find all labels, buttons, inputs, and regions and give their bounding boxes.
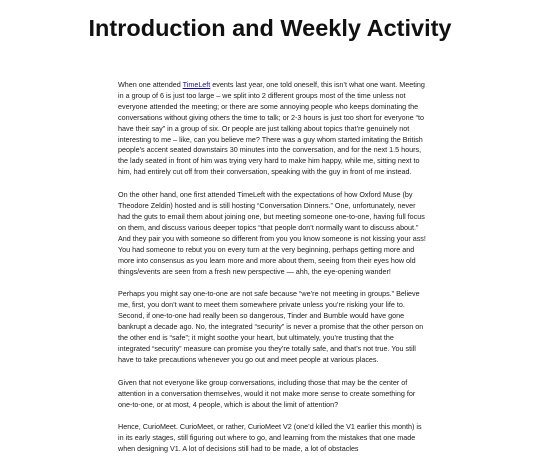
paragraph-5: Hence, CurioMeet. CurioMeet, or rather, CurioMeet V2 (one’d killed the V1 earlier this month) is in its early stages, still figuring out where to go, and learning from the mistakes that one made when designing V1. A lot of decisions still had to be made, a lot of obstacles [118,422,422,454]
timeleft-link[interactable]: TimeLeft [182,80,211,89]
article-title: Introduction and Weekly Activity [88,15,452,41]
paragraph-1-intro: When one attended [118,80,183,89]
paragraph-1 [118,80,426,178]
paragraph-4: Given that not everyone like group conversations, including those that may be the center of attention in a conversation themselves, would it not make more sense to create something for one-to-one, or at most, 4 people, which is about the limit of attention? [118,377,416,409]
article-body [118,80,426,467]
paragraph-3: Perhaps you might say one-to-one are not safe because “we’re not meeting in groups.” Believe me, first, you don’t want to meet them somewhere private unless you’re risking your life to. Second, if one-to-one had really been so dangerous, Tinder and Bumble would have gone bankrupt a decade ago. No, the integrated “security” is never a promise that the other person on the other end is “safe”; it might soothe your heart, but ultimately, you’re trusting that the integrated “security” measure can promise you they’re totally safe, and that’s not true. You still have to take precautions whenever you go out and meet people at various places. [118,289,424,364]
paragraph-1-text: events last year, one told oneself, this isn’t what one want. Meeting in a group of 6 is just too large – we split into 2 different groups most of the time unless not everyone attended the meeting; or there are some annoying people who keeps dominating the conversations without giving others the time to talk; or 2-3 hours is just too short for everyone “to have their say” in a group of six. Or people are just talking about topics that’re genuinely not interesting to me – like, can you believe me? There was a guy whom started imitating the British people’s accent seated downstairs 30 minutes into the conversation, and for the next 1.5 hours, the lady seated in front of him was trying very hard to make him happy, while me, sitting next to him, had entirely cut off from their conversation, speaking with the guy in front of me instead. [118,80,425,177]
paragraph-2: On the other hand, one first attended TimeLeft with the expectations of how Oxford Muse (by Theodore Zeldin) hosted and is still hosting “Conversation Dinners.” One, unfortunately, never had the guts to email them about joining one, but meeting someone one-to-one, having full focus on them, and discuss various deeper topics “that people don’t normally want to discuss about.” And they pair you with someone so different from you you know someone is not kissing your ass! You had someone to rebut you on every turn at the very beginning, perhaps getting more and more into consensus as you learn more and more about them, seeing from their eyes how old things/events are seen from a fresh new perspective — ahh, the eye-opening wander! [118,190,426,276]
